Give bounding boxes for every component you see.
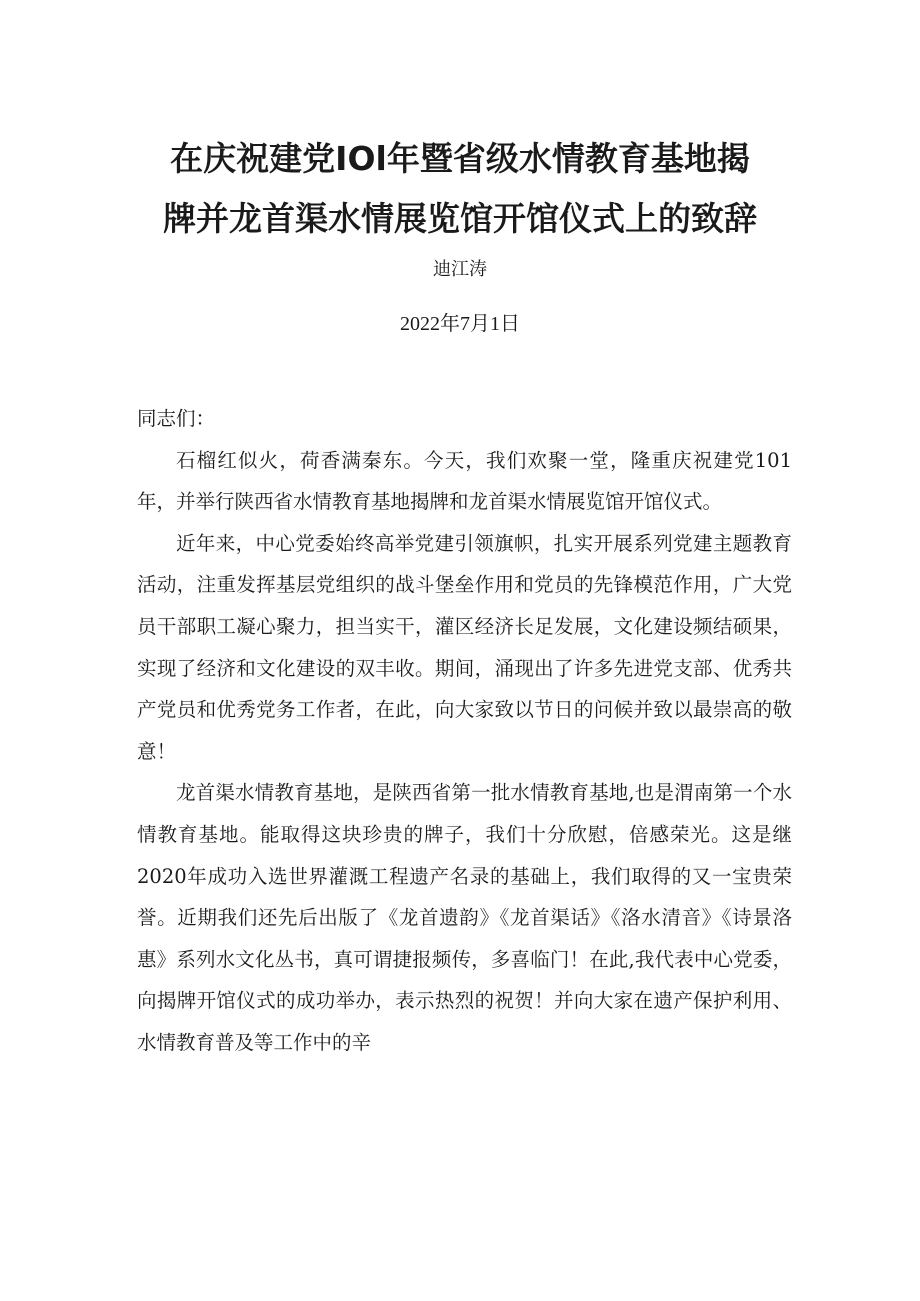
author-name: 迪江涛 (433, 259, 487, 280)
document-title-line-2: 牌并龙首渠水情展览馆开馆仪式上的致辞 (163, 199, 757, 238)
paragraph-1: 石榴红似火，荷香满秦东。今天，我们欢聚一堂，隆重庆祝建党101年，并举行陕西省水情教育基地揭牌和龙首渠水情展览馆开馆仪式。 (137, 448, 792, 514)
greeting: 同志们： (137, 407, 216, 430)
document-title-line-1: 在庆祝建党IOl年暨省级水情教育基地揭 (170, 139, 750, 178)
document-date: 2022年7月1日 (400, 313, 520, 335)
paragraph-3: 龙首渠水情教育基地，是陕西省第一批水情教育基地,也是渭南第一个水情教育基地。能取得这块珍贵的牌子，我们十分欣慰，倍感荣光。这是继2020年成功入选世界灌溉工程遗产名录的基础上，我们取得的又一宝贵荣誉。近期我们还先后出版了《龙首遗韵》《龙首渠话》《洛水清音》《诗景洛惠》系列水文化丛书，真可谓捷报频传，多喜临门！在此,我代表中心党委，向揭牌开馆仪式的成功举办，表示热烈的祝贺！并向大家在遗产保护利用、水情教育普及等工作中的辛 (137, 781, 792, 1054)
paragraph-2: 近年来，中心党委始终高举党建引领旗帜，扎实开展系列党建主题教育活动，注重发挥基层党组织的战斗堡垒作用和党员的先锋模范作用，广大党员干部职工凝心聚力，担当实干，灌区经济长足发展，文化建设频结硕果，实现了经济和文化建设的双丰收。期间，涌现出了许多先进党支部、优秀共产党员和优秀党务工作者，在此，向大家致以节日的问候并致以最崇高的敬意！ (137, 531, 792, 763)
document-body (137, 398, 792, 1064)
